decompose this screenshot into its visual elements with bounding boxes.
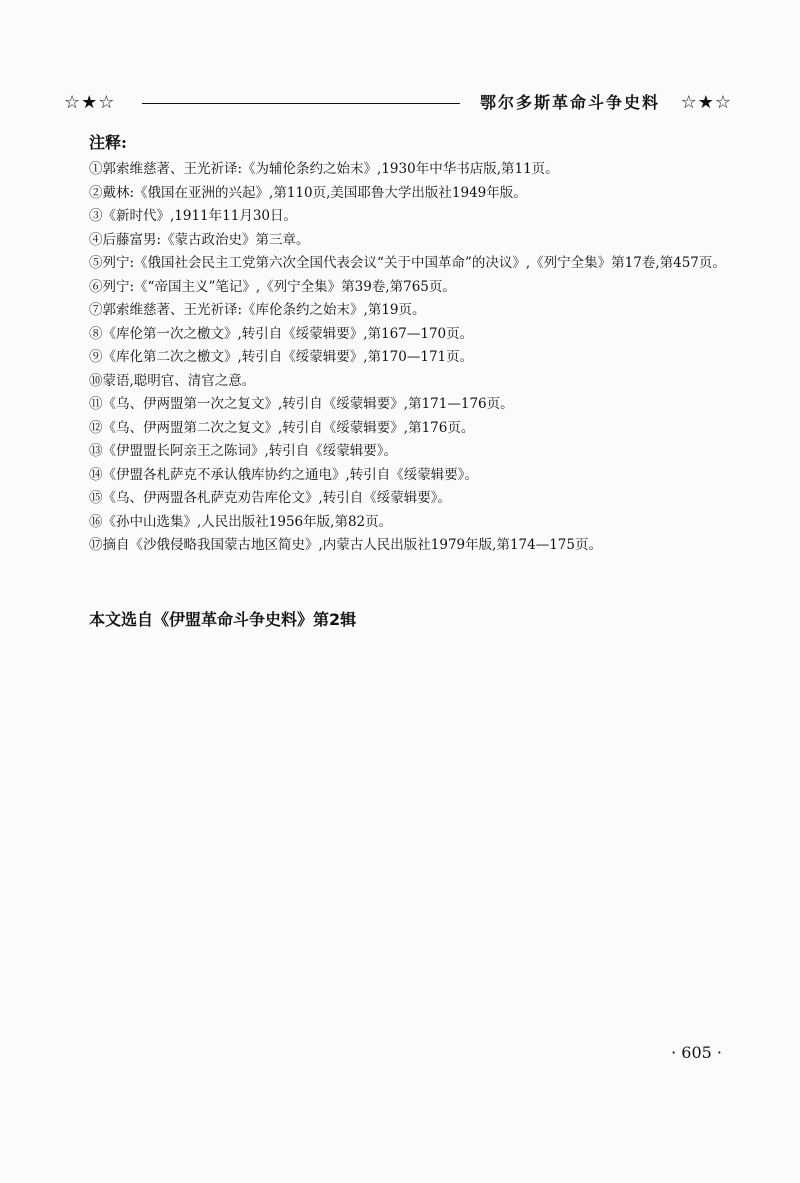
- note-item: ⑮《乌、伊两盟各札萨克劝告库伦文》,转引自《绥蒙辑要》。: [89, 490, 452, 506]
- running-header-title: 鄂尔多斯革命斗争史料: [479, 93, 660, 112]
- note-item: ④后藤富男:《蒙古政治史》第三章。: [89, 231, 310, 248]
- note-item: ⑧《库伦第一次之檄文》,转引自《绥蒙辑要》,第167—170页。: [89, 325, 474, 342]
- note-item: ⑫《乌、伊两盟第二次之复文》,转引自《绥蒙辑要》,第176页。: [89, 419, 475, 436]
- running-header: [64, 88, 732, 118]
- note-item: ⑨《库化第二次之檄文》,转引自《绥蒙辑要》,第170—171页。: [89, 349, 474, 365]
- left-star-ornament: ☆★☆: [64, 92, 116, 113]
- note-item: ⑭《伊盟各札萨克不承认俄库协约之通电》,转引自《绥蒙辑要》。: [89, 466, 479, 483]
- notes-list: [89, 158, 741, 558]
- note-item: ⑩蒙语,聪明官、清官之意。: [89, 372, 256, 389]
- note-item: ⑬《伊盟盟长阿亲王之陈词》,转引自《绥蒙辑要》。: [89, 443, 398, 459]
- note-item: ①郭索维慈著、王光祈译:《为辅伦条约之始末》,1930年中华书店版,第11页。: [89, 161, 559, 177]
- note-item: ⑦郭索维慈著、王光祈译:《库伦条约之始末》,第19页。: [89, 302, 426, 318]
- header-rule: [142, 103, 460, 104]
- right-star-ornament: ☆★☆: [680, 92, 732, 113]
- note-item: ⑯《孙中山选集》,人民出版社1956年版,第82页。: [89, 513, 393, 530]
- note-item: ③《新时代》,1911年11月30日。: [89, 208, 298, 224]
- note-item: ⑥列宁:《“帝国主义”笔记》,《列宁全集》第39卷,第765页。: [89, 278, 456, 295]
- source-citation: 本文选自《伊盟革命斗争史料》第2辑: [89, 610, 357, 629]
- note-item: ②戴林:《俄国在亚洲的兴起》,第110页,美国耶鲁大学出版社1949年版。: [89, 184, 527, 201]
- note-item: ⑤列宁:《俄国社会民主工党第六次全国代表会议“关于中国革命”的决议》,《列宁全集》第17卷,第457页。: [89, 255, 726, 271]
- notes-heading: 注释:: [89, 133, 127, 152]
- page-number: · 605 ·: [671, 1043, 722, 1062]
- note-item: ⑪《乌、伊两盟第一次之复文》,转引自《绥蒙辑要》,第171—176页。: [89, 396, 514, 412]
- note-item: ⑰摘自《沙俄侵略我国蒙古地区简史》,内蒙古人民出版社1979年版,第174—175页。: [89, 537, 602, 553]
